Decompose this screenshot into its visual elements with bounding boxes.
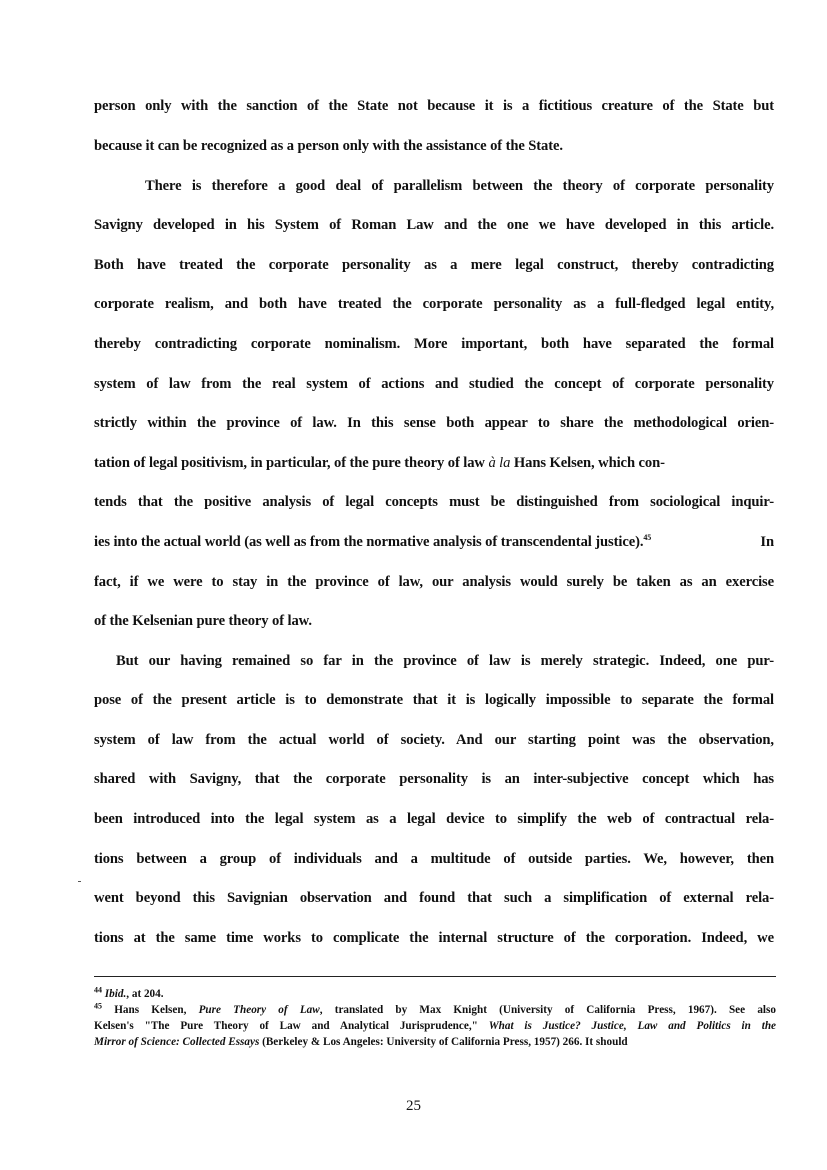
body-text-line: been introduced into the legal system as a legal device to simplify the web of contractual rela- (94, 811, 774, 827)
footnote-italic-text: Ibid. (104, 988, 127, 1000)
body-text-italic-segment: à la (488, 455, 511, 471)
body-text-line: thereby contradicting corporate nominalism. More important, both have separated the formal (94, 336, 774, 352)
footnote-text: Hans Kelsen, (114, 1004, 187, 1016)
body-text-line-composite (94, 532, 774, 552)
footnote-text: Kelsen's "The Pure Theory of Law and Analytical Jurisprudence," (94, 1020, 478, 1032)
body-text-line: went beyond this Savignian observation and found that such a simplification of external rela- (94, 890, 774, 906)
body-text-line: person only with the sanction of the State not because it is a fictitious creature of the State but (94, 98, 774, 114)
body-text-line: because it can be recognized as a person only with the assistance of the State. (94, 138, 563, 154)
margin-mark (78, 881, 81, 882)
footnote-separator (94, 976, 776, 977)
body-text-segment: ies into the actual world (as well as from the normative analysis of transcendental justice). (94, 534, 644, 550)
footnote-marker: 45 (94, 1001, 102, 1011)
page-number: 25 (406, 1098, 421, 1114)
body-text-line: tends that the positive analysis of legal concepts must be distinguished from sociological inquir- (94, 494, 774, 510)
body-text-segment: In (760, 534, 774, 550)
body-text-segment: Hans Kelsen, which con- (513, 455, 665, 471)
body-text-line: strictly within the province of law. In this sense both appear to share the methodological orien- (94, 415, 774, 431)
footnote-text: , at 204. (126, 988, 164, 1000)
footnote-text: (Berkeley & Los Angeles: University of California Press, 1957) 266. It should (259, 1036, 628, 1048)
body-text-line: corporate realism, and both have treated the corporate personality as a full-fledged legal entity, (94, 296, 774, 312)
body-text-line: fact, if we were to stay in the province of law, our analysis would surely be taken as an exercise (94, 574, 774, 590)
footnote-text: , translated by Max Knight (University of California Press, 1967). See also (319, 1004, 776, 1016)
footnote-45-line-3 (94, 1035, 776, 1049)
body-text-line: of the Kelsenian pure theory of law. (94, 613, 312, 629)
footnote-marker: 44 (94, 985, 102, 995)
body-text-line: system of law from the actual world of society. And our starting point was the observation, (94, 732, 774, 748)
body-text-line: Both have treated the corporate personality as a mere legal construct, thereby contradicting (94, 257, 774, 273)
body-text-line: pose of the present article is to demonstrate that it is logically impossible to separate the formal (94, 692, 774, 708)
footnote-45-line-1 (94, 1003, 776, 1017)
footnote-book-title: Pure Theory of Law (198, 1004, 320, 1016)
body-text-segment: tation of legal positivism, in particular, of the pure theory of law (94, 455, 485, 471)
body-text-line-composite (94, 453, 774, 473)
footnote-45-line-2 (94, 1019, 776, 1033)
body-text-line: There is therefore a good deal of parallelism between the theory of corporate personality (145, 178, 774, 194)
body-text-line: But our having remained so far in the province of law is merely strategic. Indeed, one pur- (116, 653, 774, 669)
body-text-line: system of law from the real system of actions and studied the concept of corporate personality (94, 376, 774, 392)
footnote-44 (94, 987, 776, 1001)
footnote-book-title: What is Justice? Justice, Law and Politics in the (488, 1020, 777, 1032)
body-text-line: shared with Savigny, that the corporate personality is an inter-subjective concept which has (94, 771, 774, 787)
body-text-line: tions at the same time works to complicate the internal structure of the corporation. Indeed, we (94, 930, 774, 946)
body-text-line: tions between a group of individuals and a multitude of outside parties. We, however, then (94, 851, 774, 867)
footnote-ref-45[interactable]: 45 (643, 533, 652, 543)
body-text-line: Savigny developed in his System of Roman Law and the one we have developed in this article. (94, 217, 774, 233)
footnote-book-title: Mirror of Science: Collected Essays (94, 1036, 260, 1048)
